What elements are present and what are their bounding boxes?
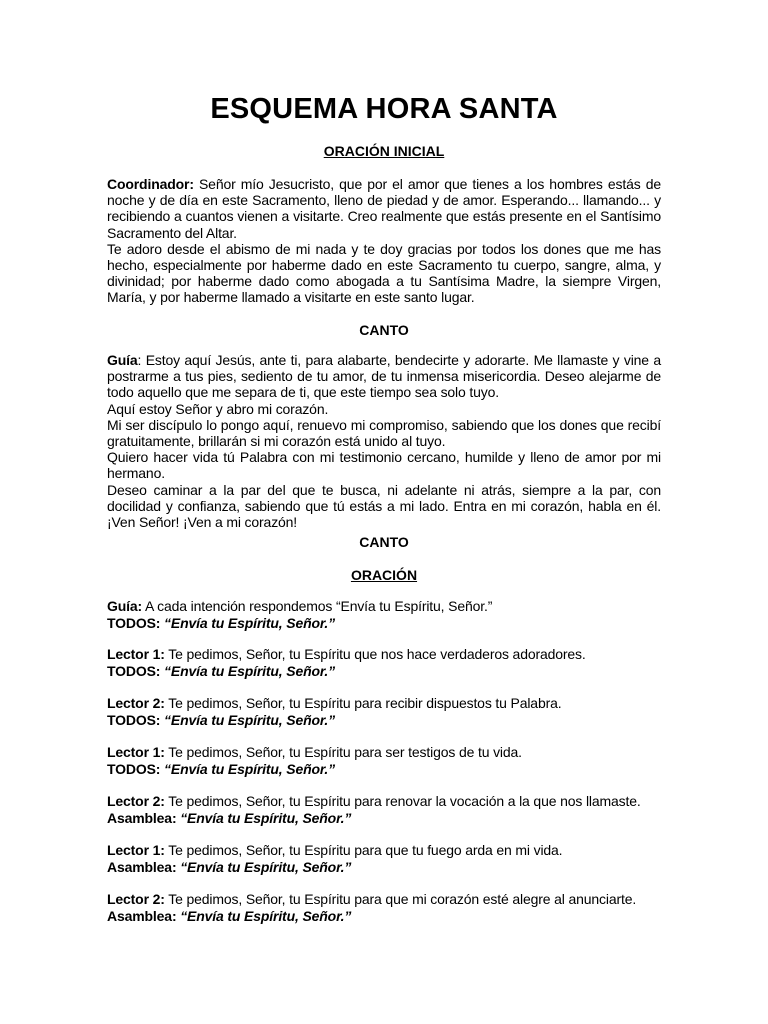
- intencion-text: Te pedimos, Señor, tu Espíritu para ser testigos de tu vida.: [164, 744, 522, 760]
- lector-label: Lector 2:: [107, 891, 165, 907]
- response-text: “Envía tu Espíritu, Señor.”: [160, 711, 336, 728]
- lector-label: Lector 1:: [107, 842, 165, 858]
- heading-oracion-inicial: ORACIÓN INICIAL: [323, 143, 445, 159]
- response-line: [107, 712, 707, 729]
- coordinador-paragraph: [107, 176, 661, 241]
- heading-oracion: ORACIÓN: [350, 567, 418, 583]
- response-text: “Envía tu Espíritu, Señor.”: [176, 907, 352, 924]
- response-line: [107, 761, 707, 778]
- intro-response-label: TODOS:: [107, 614, 161, 631]
- coordinador-label: Coordinador:: [107, 176, 194, 192]
- intencion-item: [107, 891, 707, 924]
- intencion-line: [107, 646, 707, 663]
- guia-paragraph-2: Aquí estoy Señor y abro mi corazón.: [107, 400, 329, 417]
- intencion-text: Te pedimos, Señor, tu Espíritu para renovar la vocación a la que nos llamaste.: [164, 793, 641, 809]
- guia-paragraph-3: Mi ser discípulo lo pongo aquí, renuevo mi compromiso, sabiendo que los dones que recibí gratuitamente, brillarán si mi corazón está unido al tuyo.: [107, 416, 661, 450]
- intencion-line: [107, 793, 707, 810]
- lector-label: Lector 2:: [107, 793, 165, 809]
- response-text: “Envía tu Espíritu, Señor.”: [176, 809, 352, 826]
- response-label: Asamblea:: [107, 907, 177, 924]
- adoracion-paragraph: Te adoro desde el abismo de mi nada y te doy gracias por todos los dones que me has hecho, especialmente por haberme dado en este Sacramento tu cuerpo, sangre, alma, y divinidad; por haberme dado como abogada a tu Santísima Madre, la siempre Virgen, María, y por haberme llamado a visitarte en este santo lugar.: [107, 240, 661, 306]
- response-text: “Envía tu Espíritu, Señor.”: [160, 662, 336, 679]
- response-text: “Envía tu Espíritu, Señor.”: [176, 858, 352, 875]
- guia-label: Guía: [107, 352, 138, 368]
- heading-canto-1: CANTO: [359, 322, 409, 338]
- heading-canto-2: CANTO: [359, 534, 409, 550]
- guia-paragraph: [107, 352, 661, 401]
- intro-response-text: “Envía tu Espíritu, Señor.”: [160, 614, 336, 631]
- intencion-item: [107, 744, 707, 777]
- intencion-text: Te pedimos, Señor, tu Espíritu para que mi corazón esté alegre al anunciarte.: [164, 891, 637, 907]
- intencion-text: Te pedimos, Señor, tu Espíritu para recibir dispuestos tu Palabra.: [164, 695, 562, 711]
- lector-label: Lector 1:: [107, 744, 165, 760]
- document-title: ESQUEMA HORA SANTA: [210, 93, 558, 125]
- response-label: TODOS:: [107, 711, 161, 728]
- response-line: [107, 908, 707, 925]
- lector-label: Lector 2:: [107, 695, 165, 711]
- intencion-item: [107, 646, 707, 679]
- intencion-line: [107, 842, 707, 859]
- intencion-line: [107, 891, 707, 908]
- response-line: [107, 859, 707, 876]
- guia-paragraph-4: Quiero hacer vida tú Palabra con mi testimonio cercano, humilde y lleno de amor por mi hermano.: [107, 449, 661, 482]
- intencion-text: Te pedimos, Señor, tu Espíritu para que tu fuego arda en mi vida.: [164, 842, 563, 858]
- intencion-item: [107, 793, 707, 826]
- intencion-item: [107, 695, 707, 728]
- response-text: “Envía tu Espíritu, Señor.”: [160, 760, 336, 777]
- guia-block: [107, 352, 661, 530]
- intencion-text: Te pedimos, Señor, tu Espíritu que nos hace verdaderos adoradores.: [164, 646, 586, 662]
- intro-response-line: [107, 615, 707, 632]
- response-line: [107, 810, 707, 827]
- response-label: Asamblea:: [107, 809, 177, 826]
- response-line: [107, 663, 707, 680]
- oracion-intro: [107, 598, 707, 631]
- intencion-line: [107, 695, 707, 712]
- response-label: Asamblea:: [107, 858, 177, 875]
- intro-label: Guía:: [107, 598, 143, 614]
- response-label: TODOS:: [107, 662, 161, 679]
- intro-text: A cada intención respondemos “Envía tu Espíritu, Señor.”: [142, 598, 493, 614]
- guia-text: : Estoy aquí Jesús, ante ti, para alabarte, bendecirte y adorarte. Me llamaste y vine a postrarme a tus pies, sediento de tu amor, de tu inmensa misericordia. Deseo alejarme de todo aquello que me separa de ti, que este tiempo sea solo tuyo.: [107, 352, 661, 401]
- guia-paragraph-5: Deseo caminar a la par del que te busca, ni adelante ni atrás, siempre a la par, con docilidad y confianza, sabiendo que tú estás a mi lado. Entra en mi corazón, habla en él. ¡Ven Señor! ¡Ven a mi corazón!: [107, 481, 661, 531]
- intro-line: [107, 598, 707, 615]
- response-label: TODOS:: [107, 760, 161, 777]
- coordinador-text: Señor mío Jesucristo, que por el amor que tienes a los hombres estás de noche y de día en este Sacramento, lleno de piedad y de amor. Esperando... llamando... y recibiendo a cuantos vienen a visitarte. Creo realmente que estás presente en el Santísimo Sacramento del Altar.: [107, 176, 661, 241]
- lector-label: Lector 1:: [107, 646, 165, 662]
- intencion-item: [107, 842, 707, 875]
- intencion-line: [107, 744, 707, 761]
- oracion-inicial-block: [107, 176, 661, 306]
